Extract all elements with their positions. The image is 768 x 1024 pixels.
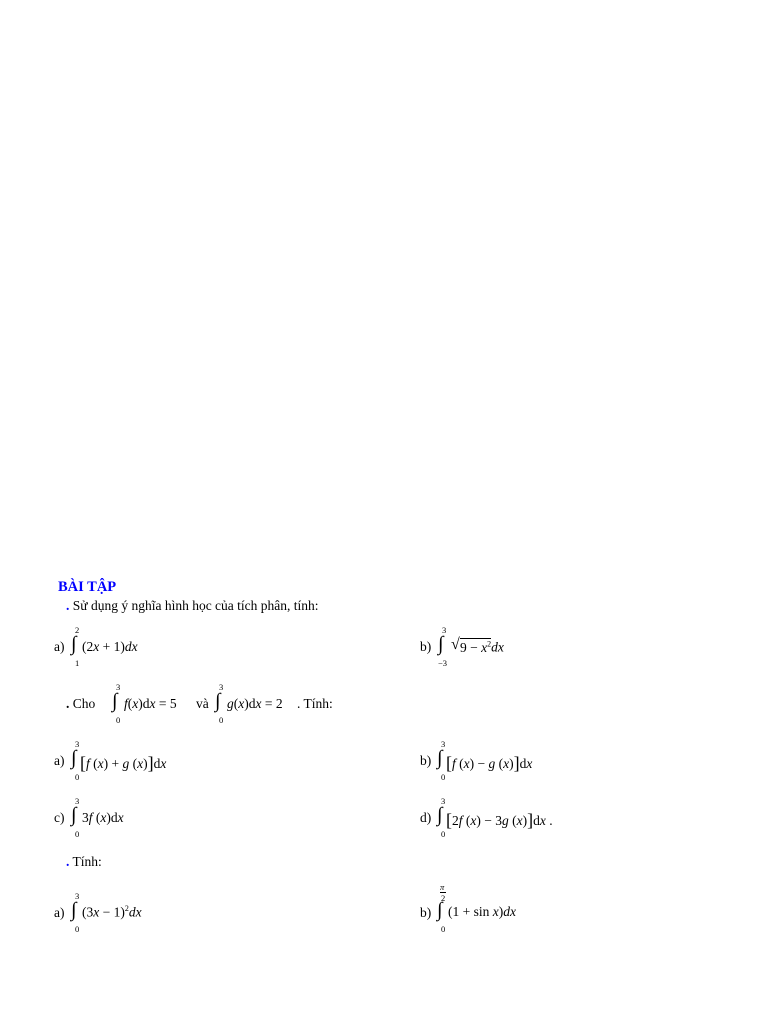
condition-f: f(x)dx = 5 <box>124 696 177 711</box>
problem-label: a) <box>54 639 65 654</box>
upper-limit: 3 <box>441 739 446 749</box>
problem-label: a) <box>54 905 65 920</box>
lower-limit: 0 <box>441 772 446 782</box>
integral-sign: ∫ <box>112 690 118 712</box>
integral-sign: ∫ <box>437 747 443 769</box>
problem-label: a) <box>54 753 65 768</box>
integrand: [2f (x) − 3g (x)]dx . <box>446 810 553 830</box>
lower-limit: 0 <box>75 829 80 839</box>
problem-label: b) <box>420 639 432 654</box>
condition-g-value: = 2 <box>264 696 283 711</box>
upper-limit: 3 <box>442 625 447 635</box>
bullet: . <box>66 696 70 711</box>
instruction-prefix: Cho <box>72 696 96 711</box>
section-heading: BÀI TẬP <box>58 579 117 595</box>
condition-f-value: = 5 <box>158 696 177 711</box>
upper-limit: 3 <box>75 739 80 749</box>
upper-limit: 3 <box>75 891 80 901</box>
integral-sign: ∫ <box>71 804 77 826</box>
instruction-3 <box>66 854 102 870</box>
lower-limit: −3 <box>438 658 448 668</box>
upper-limit: 3 <box>441 796 446 806</box>
integrand: 3f (x)dx <box>82 810 124 825</box>
integral-sign: ∫ <box>438 633 444 655</box>
integrand: [f (x) + g (x)]dx <box>80 753 167 773</box>
upper-limit: 3 <box>219 682 224 692</box>
lower-limit: 0 <box>75 924 80 934</box>
instruction-text: Tính: <box>72 854 102 869</box>
integrand: (1 + sin x)dx <box>448 904 516 919</box>
integrand: [f (x) − g (x)]dx <box>446 753 533 773</box>
problem-label: c) <box>54 810 65 825</box>
lower-limit: 1 <box>75 658 80 668</box>
instruction-1 <box>66 598 319 614</box>
instruction-text: Sử dụng ý nghĩa hình học của tích phân, tính: <box>72 598 319 613</box>
lower-limit: 0 <box>441 829 446 839</box>
connector-text: và <box>196 696 209 711</box>
integrand: $(3x - 1)^2dx$ <box>82 904 142 920</box>
upper-limit: 3 <box>116 682 121 692</box>
integrand: (2x + 1)dx <box>82 639 138 654</box>
upper-limit-denominator: 2 <box>441 893 446 903</box>
condition-g: g(x)dx = 2 <box>227 696 283 711</box>
instruction-suffix: . Tính: <box>297 696 333 711</box>
lower-limit: 0 <box>441 924 446 934</box>
integral-sign: ∫ <box>437 804 443 826</box>
integral-sign: ∫ <box>215 690 221 712</box>
lower-limit: 0 <box>75 772 80 782</box>
integral-sign: ∫ <box>71 747 77 769</box>
integral-sign: ∫ <box>437 899 443 921</box>
integral-sign: ∫ <box>71 633 77 655</box>
upper-limit: 2 <box>75 625 80 635</box>
upper-limit-numerator: π <box>440 882 445 892</box>
problem-label: d) <box>420 810 432 825</box>
bullet: . <box>66 854 70 869</box>
lower-limit: 0 <box>116 715 121 725</box>
lower-limit: 0 <box>219 715 224 725</box>
problem-label: b) <box>420 753 432 768</box>
problem-label: b) <box>420 905 432 920</box>
upper-limit: 3 <box>75 796 80 806</box>
integral-sign: ∫ <box>71 899 77 921</box>
integrand: √ $9 - x^2dx$ <box>451 636 504 655</box>
bullet: . <box>66 598 70 613</box>
